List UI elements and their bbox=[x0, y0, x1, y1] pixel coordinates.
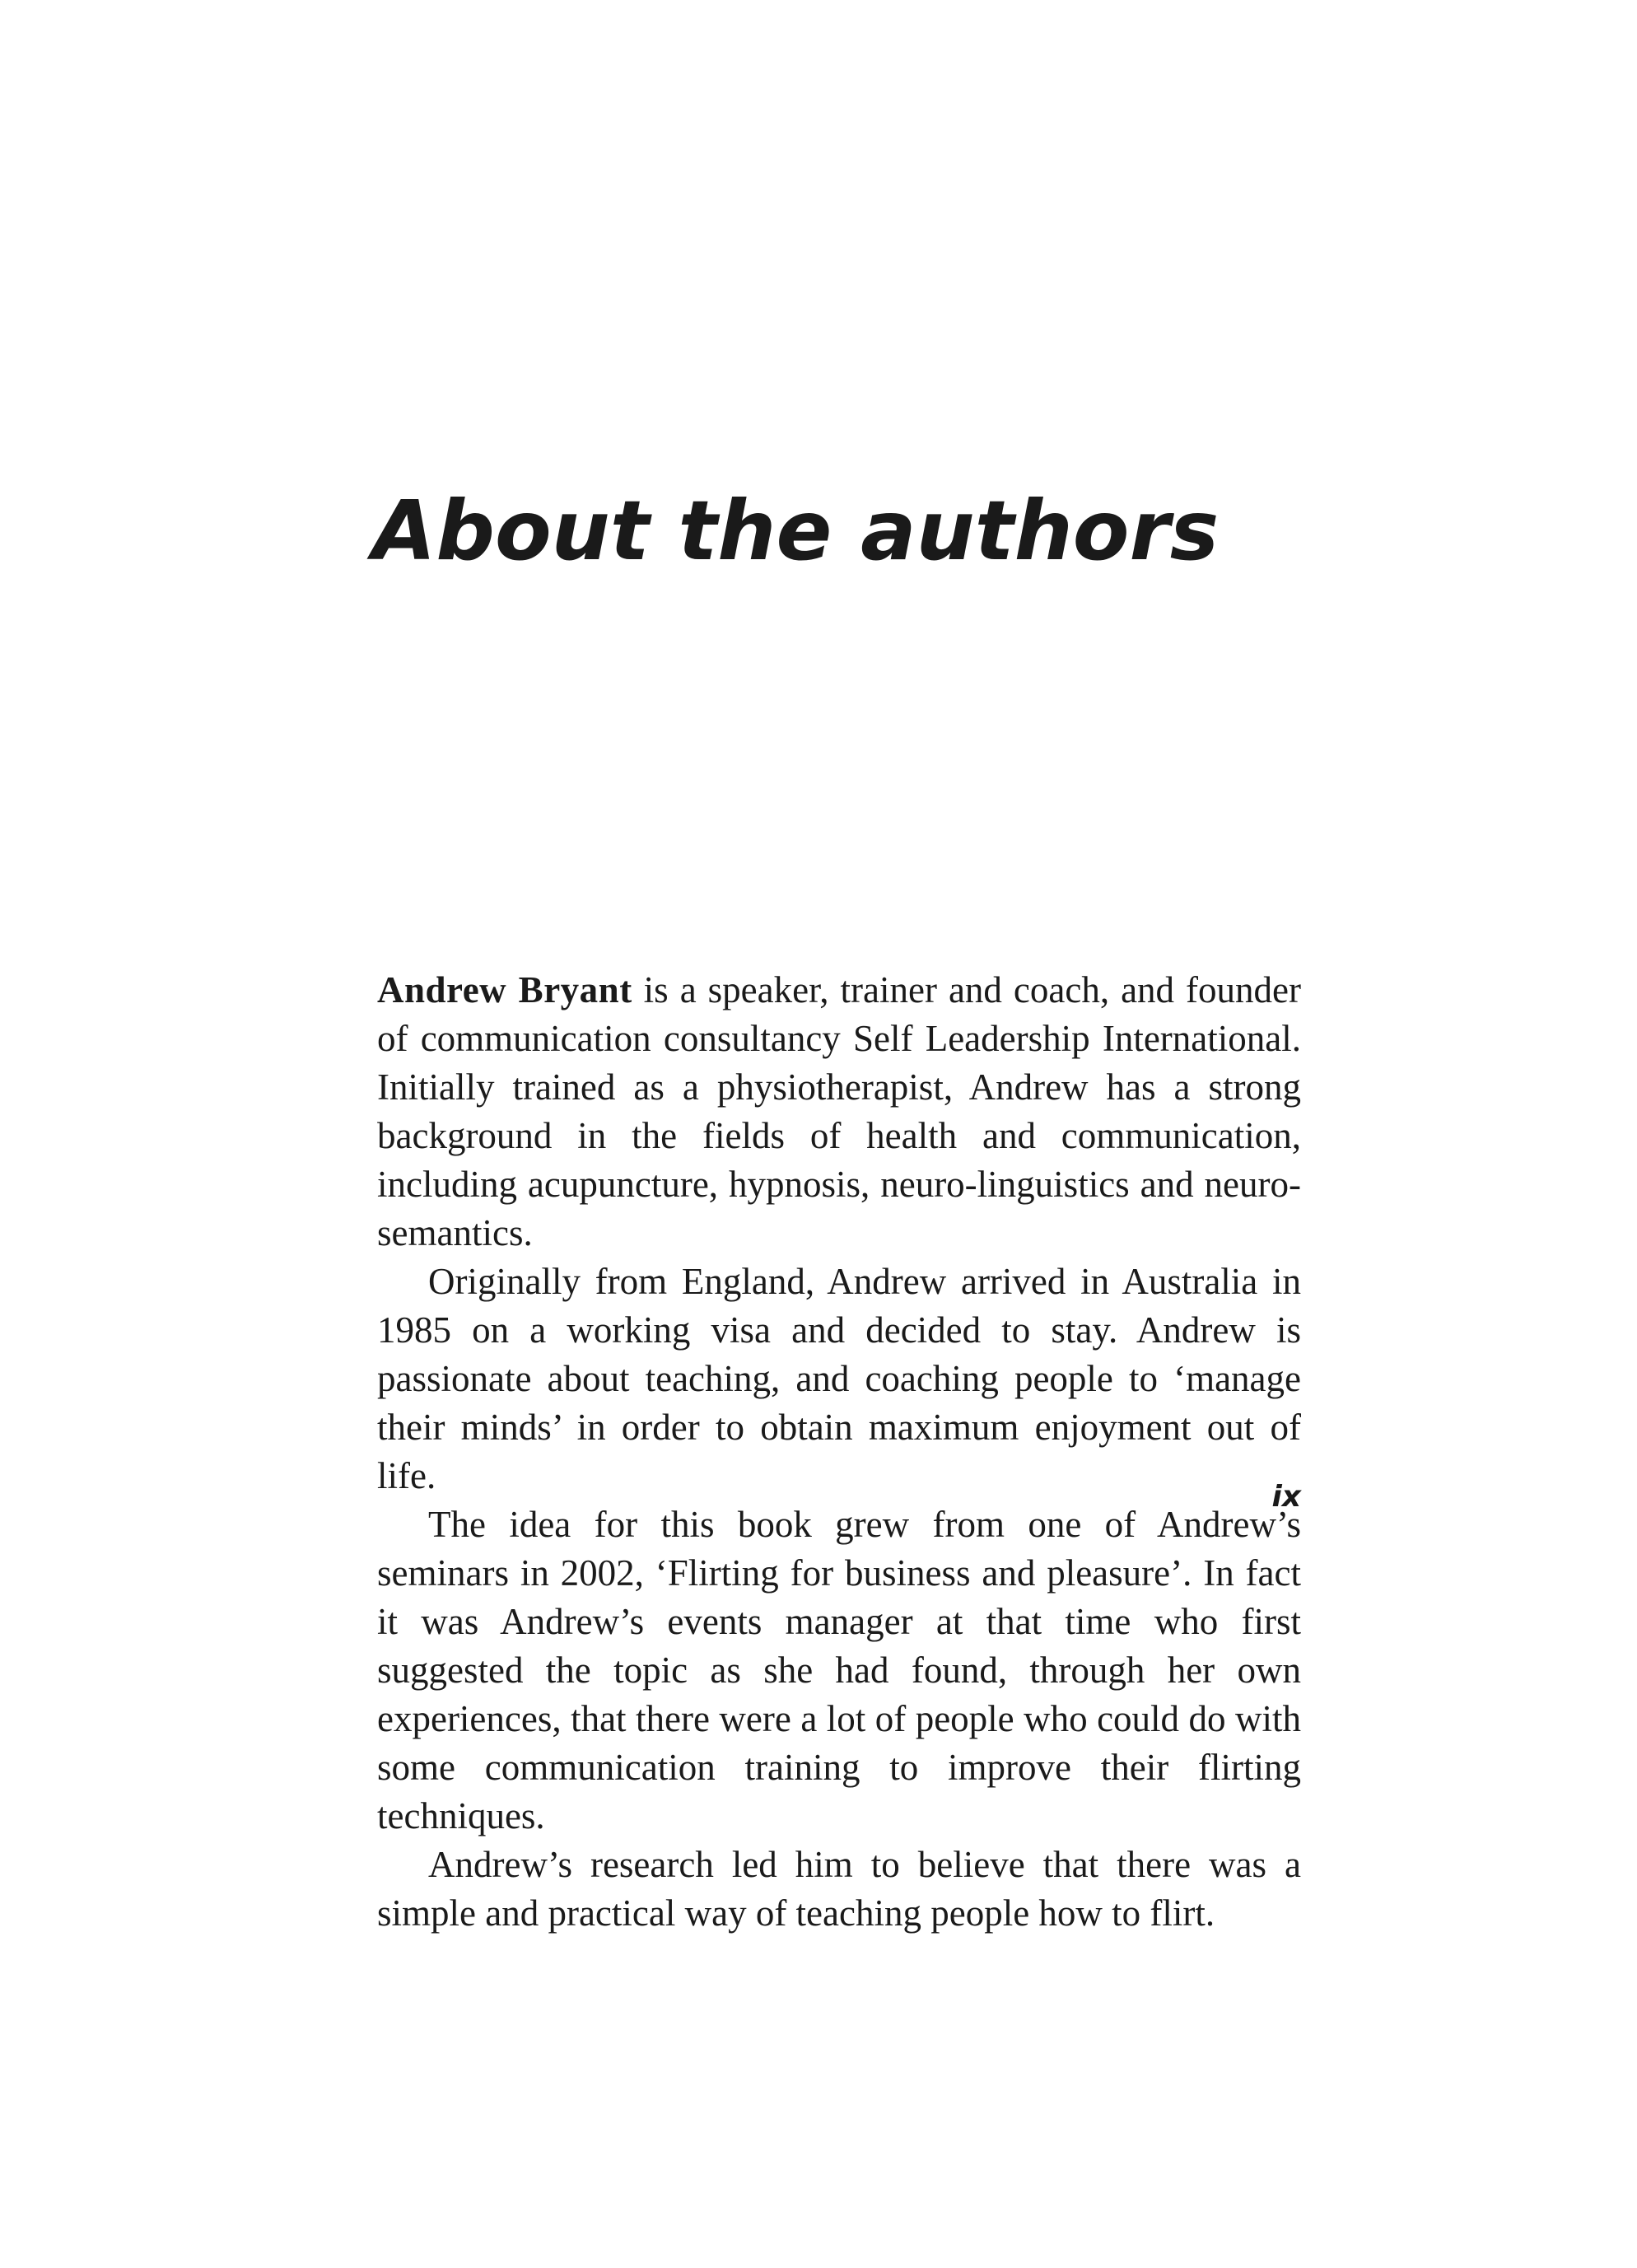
bio-paragraph: Originally from England, Andrew arrived in Australia in 1985 on a working visa and decided to stay. Andrew is passionate about teaching, and coaching people to ‘manage their minds’ in order to obtain maximum enjoyment out of life. bbox=[377, 1261, 1301, 1496]
author-bio bbox=[377, 966, 1301, 1938]
bio-paragraph: The idea for this book grew from one of Andrew’s seminars in 2002, ‘Flirting for business and pleasure’. In fact it was Andrew’s events manager at that time who first suggested the topic as she had found, through her own experiences, that there were a lot of people who could do with some communication training to improve their flirting techniques. bbox=[377, 1504, 1301, 1836]
author-name: Andrew Bryant bbox=[377, 969, 632, 1010]
page-title: About the authors bbox=[372, 483, 1220, 579]
page-number: ix bbox=[1271, 1480, 1301, 1514]
bio-intro-text: is a speaker, trainer and coach, and founder of communication consultancy Self Leadership International. Initially trained as a physiotherapist, Andrew has a strong background in the fields of health and communication, including acupuncture, hypnosis, neuro-linguistics and neuro-semantics. bbox=[377, 969, 1301, 1253]
bio-paragraph-intro bbox=[377, 966, 1301, 1258]
bio-paragraph: Andrew’s research led him to believe that there was a simple and practical way of teaching people how to flirt. bbox=[377, 1844, 1301, 1934]
